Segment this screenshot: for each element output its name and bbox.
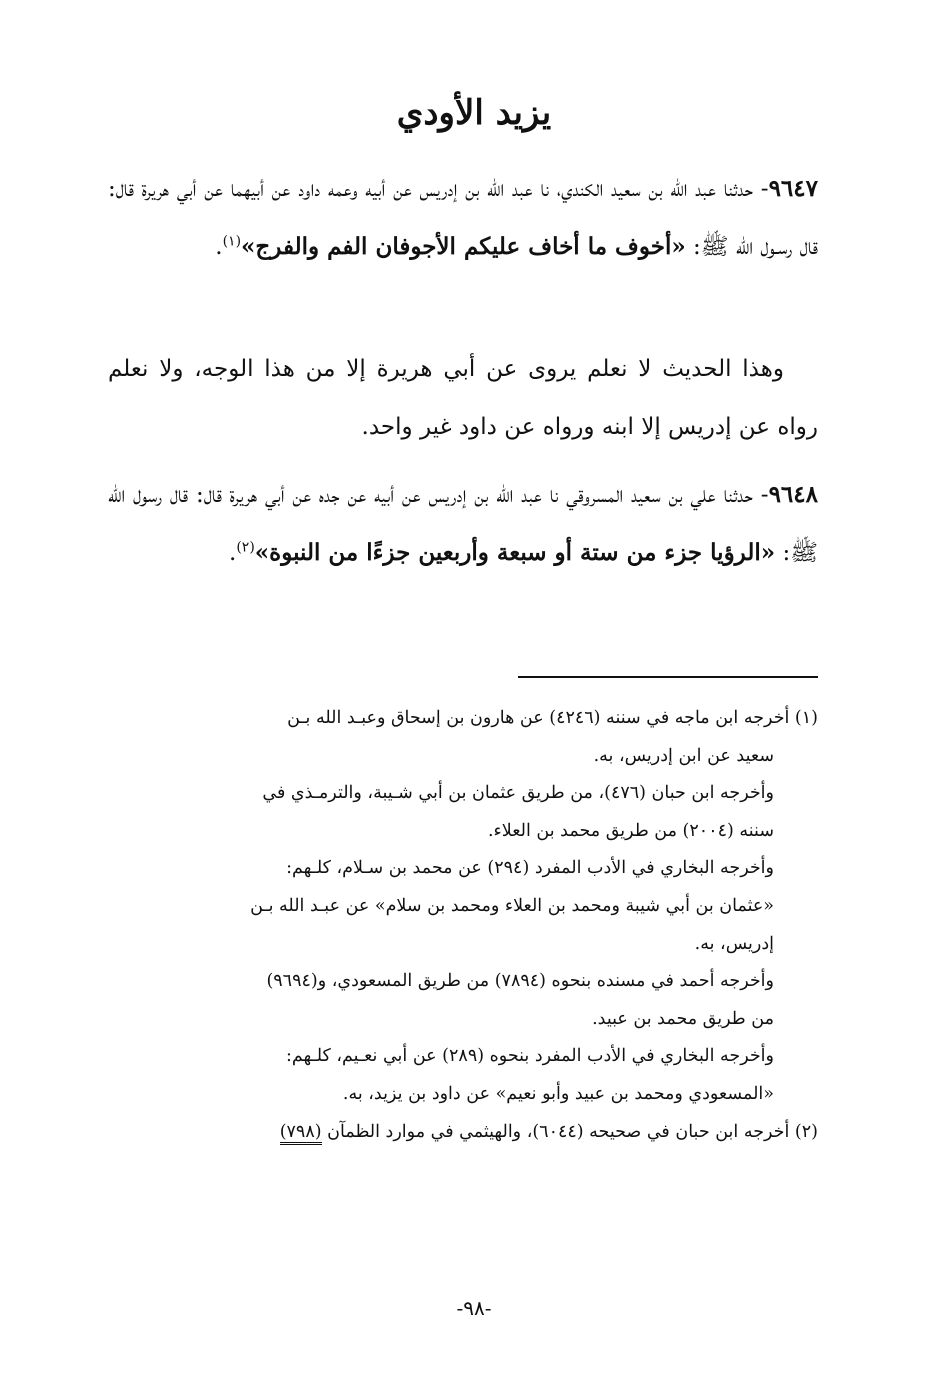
hadith-9648 [108, 466, 818, 582]
hadith-matn: «الرؤيا جزء من ستة أو سبعة وأربعين جزءًا من النبوة» [254, 539, 776, 566]
hadith-matn: «أخوف ما أخاف عليكم الأجوفان الفم والفرج» [241, 233, 686, 260]
footnote-line: وأخرجه البخاري في الأدب المفرد (٢٩٤) عن محمد بن سـلام، كلـهم: [286, 858, 774, 879]
hadith-number: ٩٦٤٧ [768, 175, 818, 202]
sentence-end: . [229, 540, 237, 566]
section-title: يزيد الأودي [396, 93, 552, 133]
footnote-line: «المسعودي ومحمد بن عبيد وأبو نعيم» عن داود بن يزيد، به. [342, 1083, 774, 1104]
footnote-ref-underlined: (٧٩٨) [280, 1122, 322, 1145]
hadith-text: - حدثنا علي بن سعيد المسروقي نا عبد الله بن إدريس عن أبيه عن جده عن أبي هريرة قال: قال رسول الله ﷺ: [108, 482, 818, 566]
footnote-line: سعيد عن ابن إدريس، به. [593, 745, 774, 766]
footnote-line: وأخرجه ابن حبان (٤٧٦)، من طريق عثمان بن أبي شـيبة، والترمـذي في [262, 783, 774, 804]
footnote-line: وأخرجه أحمد في مسنده بنحوه (٧٨٩٤) من طريق المسعودي، و(٩٦٩٤) [266, 971, 774, 992]
footnote-line: وأخرجه البخاري في الأدب المفرد بنحوه (٢٨٩) عن أبي نعـيم، كلـهم: [285, 1046, 774, 1067]
footnote-line: إدريس، به. [694, 933, 774, 954]
footnote-line: (١) أخرجه ابن ماجه في سننه (٤٢٤٦) عن هارون بن إسحاق وعبـد الله بـن [287, 708, 818, 728]
hadith-number: ٩٦٤٨ [768, 481, 818, 508]
footnote-separator [518, 676, 818, 678]
footnote-ref: (١) [222, 233, 242, 250]
footnote-ref: (٢) [236, 539, 255, 556]
footnote-line-last [108, 1114, 818, 1152]
footnote-line: من طريق محمد بن عبيد. [592, 1008, 774, 1029]
commentary-paragraph [108, 340, 818, 456]
footnote-line: سننه (٢٠٠٤) من طريق محمد بن العلاء. [487, 820, 774, 841]
sentence-end: . [215, 234, 223, 260]
hadith-9647 [108, 160, 818, 276]
footnote-text: (٢) أخرجه ابن حبان في صحيحه (٦٠٤٤)، والهيثمي في موارد الظمآن [327, 1121, 818, 1142]
hadith-text: - حدثنا عبد الله بن سعيد الكندي، نا عبد الله بن إدريس عن أبيه وعمه داود عن أبيهما عن أبي هريرة قال: قال رسـول الله ﷺ: [108, 176, 818, 260]
footnotes [108, 700, 818, 1151]
commentary-text: وهذا الحديث لا نعلم يروى عن أبي هريرة إلا من هذا الوجه، ولا نعلم رواه عن إدريس إلا ابنه ورواه عن داود غير واحد. [108, 356, 818, 440]
page-number: -٩٨- [456, 1296, 492, 1320]
footnote-line: «عثمان بن أبي شيبة ومحمد بن العلاء ومحمد بن سلام» عن عبـد الله بـن [250, 895, 774, 916]
